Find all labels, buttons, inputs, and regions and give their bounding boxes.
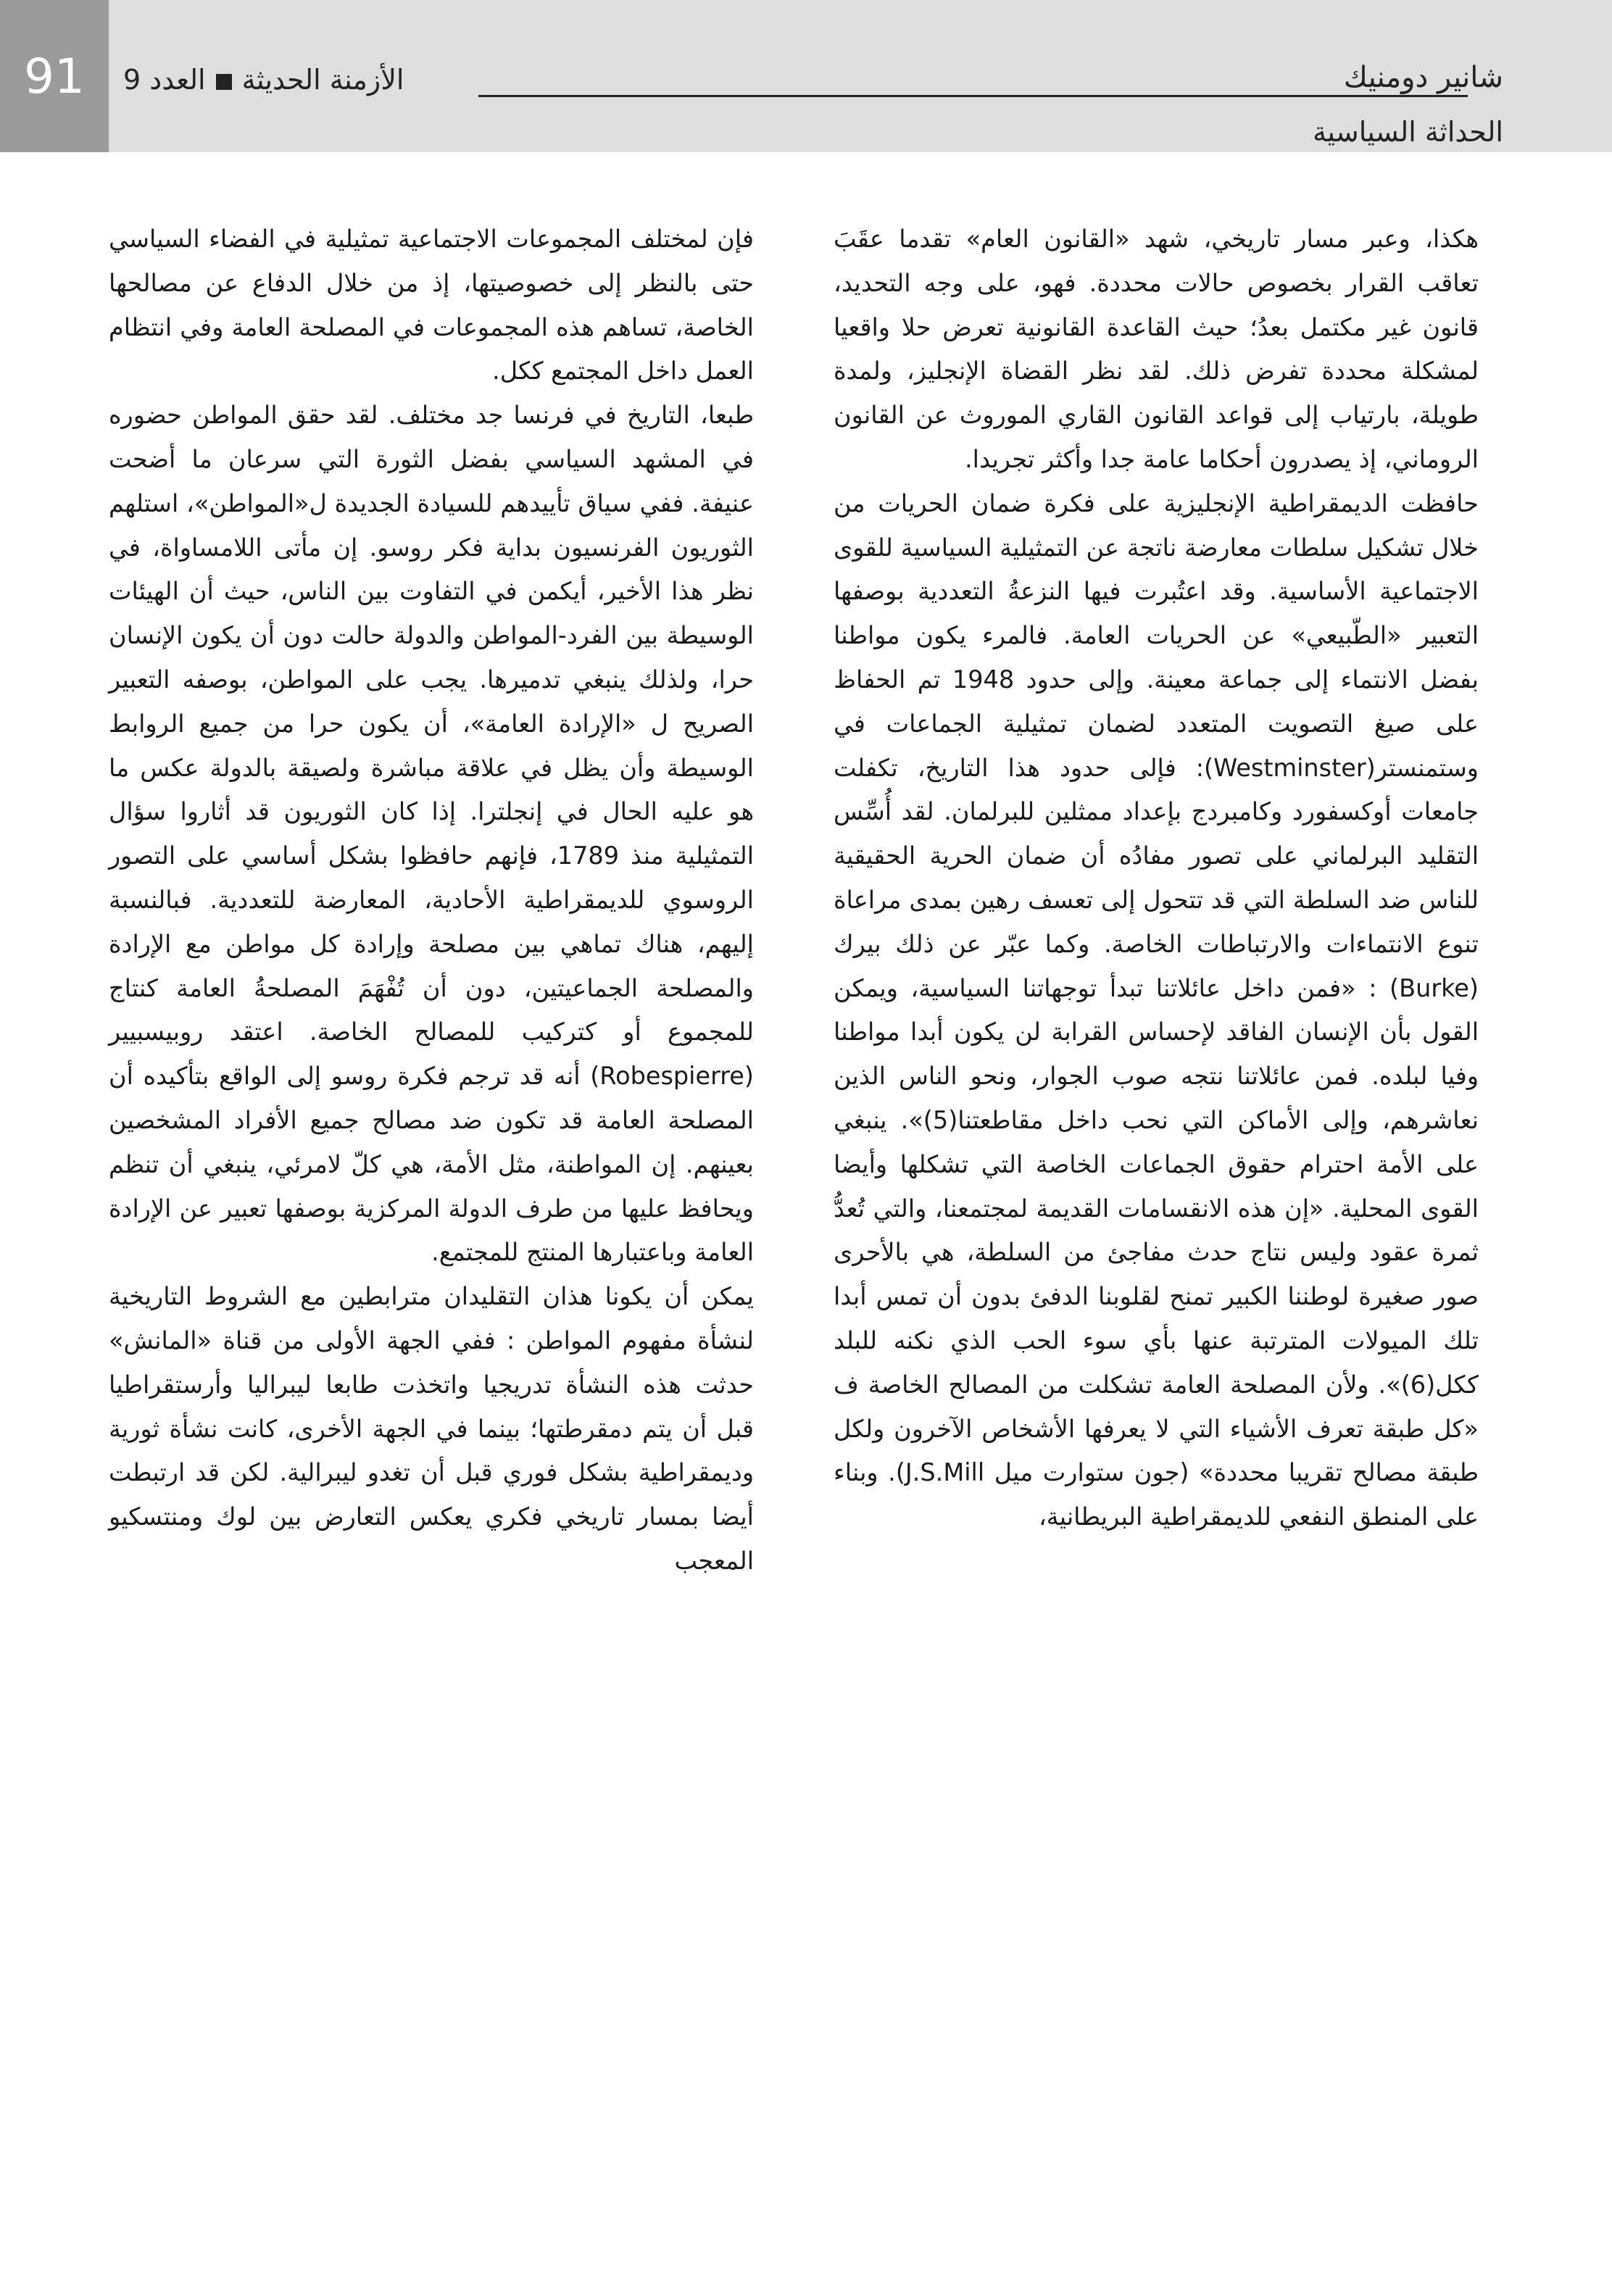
- page-number: 91: [0, 0, 109, 152]
- square-bullet-icon: [216, 74, 232, 90]
- journal-name: الأزمنة الحديثة: [241, 64, 404, 96]
- header-rule: [478, 95, 1468, 97]
- article-topic: الحداثة السياسية: [1313, 116, 1503, 148]
- left-text-column: [109, 217, 754, 1584]
- right-text-column: [834, 217, 1479, 1539]
- journal-issue-label: [123, 64, 404, 96]
- paragraph: حافظت الديمقراطية الإنجليزية على فكرة ضمان الحريات من خلال تشكيل سلطات معارضة ناتجة عن التمثيلية السياسية للقوى الاجتماعية الأساسية. وقد اعتُبرت فيها النزعةُ التعددية بوصفها التعبير «الطّبيعي» عن الحريات العامة. فالمرء يكون مواطنا بفضل الانتماء إلى جماعة معينة. وإلى حدود 1948 تم الحفاظ على صيغ التصويت المتعدد لضمان تمثيلية الجماعات في وستمنستر(Westminster): فإلى حدود هذا التاريخ، تكفلت جامعات أوكسفورد وكامبردج بإعداد ممثلين للبرلمان. لقد أُسِّس التقليد البرلماني على تصور مفادُه أن ضمان الحرية الحقيقية للناس ضد السلطة التي قد تتحول إلى تعسف رهين بمدى مراعاة تنوع الانتماءات والارتباطات الخاصة. وكما عبّر عن ذلك بيرك (Burke) : «فمن داخل عائلاتنا تبدأ توجهاتنا السياسية، ويمكن القول بأن الإنسان الفاقد لإحساس القرابة لن يكون أبدا مواطنا وفيا لبلده. فمن عائلاتنا نتجه صوب الجوار، ونحو الناس الذين نعاشرهم، وإلى الأماكن التي نحب داخل مقاطعتنا(5)». ينبغي على الأمة احترام حقوق الجماعات الخاصة التي تشكلها وأيضا القوى المحلية. «إن هذه الانقسامات القديمة لمجتمعنا، والتي تُعدُّ ثمرة عقود وليس نتاج حدث مفاجئ من السلطة، هي بالأحرى صور صغيرة لوطننا الكبير تمنح لقلوبنا الدفئ بدون أن تمس أبدا تلك الميولات المترتبة عنها بأي سوء الحب الذي نكنه للبلد ككل(6)». ولأن المصلحة العامة تشكلت من المصالح الخاصة ف «كل طبقة تعرف الأشياء التي لا يعرفها الأشخاص الآخرون ولكل طبقة مصالح تقريبا محددة» (جون ستوارت ميل J.S.Mill). وبناء على المنطق النفعي للديمقراطية البريطانية،: [834, 488, 1479, 1531]
- paragraph: طبعا، التاريخ في فرنسا جد مختلف. لقد حقق المواطن حضوره في المشهد السياسي بفضل الثورة التي سرعان ما أضحت عنيفة. ففي سياق تأييدهم للسيادة الجديدة ل«المواطن»، استلهم الثوريون الفرنسيون بداية فكر روسو. إن مأتى اللامساواة، في نظر هذا الأخير، أيكمن في التفاوت بين الناس، حيث أن الهيئات الوسيطة بين الفرد-المواطن والدولة حالت دون أن يكون الإنسان حرا، ولذلك ينبغي تدميرها. يجب على المواطن، بوصفه التعبير الصريح ل «الإرادة العامة»، أن يكون حرا من جميع الروابط الوسيطة وأن يظل في علاقة مباشرة ولصيقة بالدولة عكس ما هو عليه الحال في إنجلترا. إذا كان الثوريون قد أثاروا سؤال التمثيلية منذ 1789، فإنهم حافظوا بشكل أساسي على التصور الروسوي للديمقراطية الأحادية، المعارضة للتعددية. فبالنسبة إليهم، هناك تماهي بين مصلحة وإرادة كل مواطن مع الإرادة والمصلحة الجماعيتين، دون أن تُفْهَمَ المصلحةُ العامة كنتاج للمجموع أو كتركيب للمصالح الخاصة. اعتقد روبيسبيير (Robespierre) أنه قد ترجم فكرة روسو إلى الواقع بتأكيده أن المصلحة العامة قد تكون ضد مصالح جميع الأفراد المشخصين بعينهم. إن المواطنة، مثل الأمة، هي كلّ لامرئي، ينبغي أن تنظم ويحافظ عليها من طرف الدولة المركزية بوصفها تعبير عن الإرادة العامة وباعتبارها المنتج للمجتمع.: [109, 401, 754, 1267]
- paragraph: هكذا، وعبر مسار تاريخي، شهد «القانون العام» تقدما عقَبَ تعاقب القرار بخصوص حالات محددة. فهو، على وجه التحديد، قانون غير مكتمل بعدُ؛ حيث القاعدة القانونية تعرض حلا واقعيا لمشكلة محددة تفرض ذلك. لقد نظر القضاة الإنجليز، ولمدة طويلة، بارتياب إلى قواعد القانون القاري الموروث عن القانون الروماني، إذ يصدرون أحكاما عامة جدا وأكثر تجريدا.: [834, 225, 1479, 473]
- paragraph: يمكن أن يكونا هذان التقليدان مترابطين مع الشروط التاريخية لنشأة مفهوم المواطن : ففي الجهة الأولى من قناة «المانش» حدثت هذه النشأة تدريجيا واتخذت طابعا ليبراليا وأرستقراطيا قبل أن يتم دمقرطتها؛ بينما في الجهة الأخرى، كانت نشأة ثورية وديمقراطية بشكل فوري قبل أن تغدو ليبرالية. لكن قد ارتبطت أيضا بمسار تاريخي فكري يعكس التعارض بين لوك ومنتسكيو المعجب: [109, 1282, 754, 1575]
- issue-number: العدد 9: [123, 64, 206, 96]
- paragraph: فإن لمختلف المجموعات الاجتماعية تمثيلية في الفضاء السياسي حتى بالنظر إلى خصوصيتها، إذ من خلال الدفاع عن مصالحها الخاصة، تساهم هذه المجموعات في المصلحة العامة وفي انتظام العمل داخل المجتمع ككل.: [109, 225, 754, 386]
- article-author: شانير دومنيك: [1343, 61, 1503, 94]
